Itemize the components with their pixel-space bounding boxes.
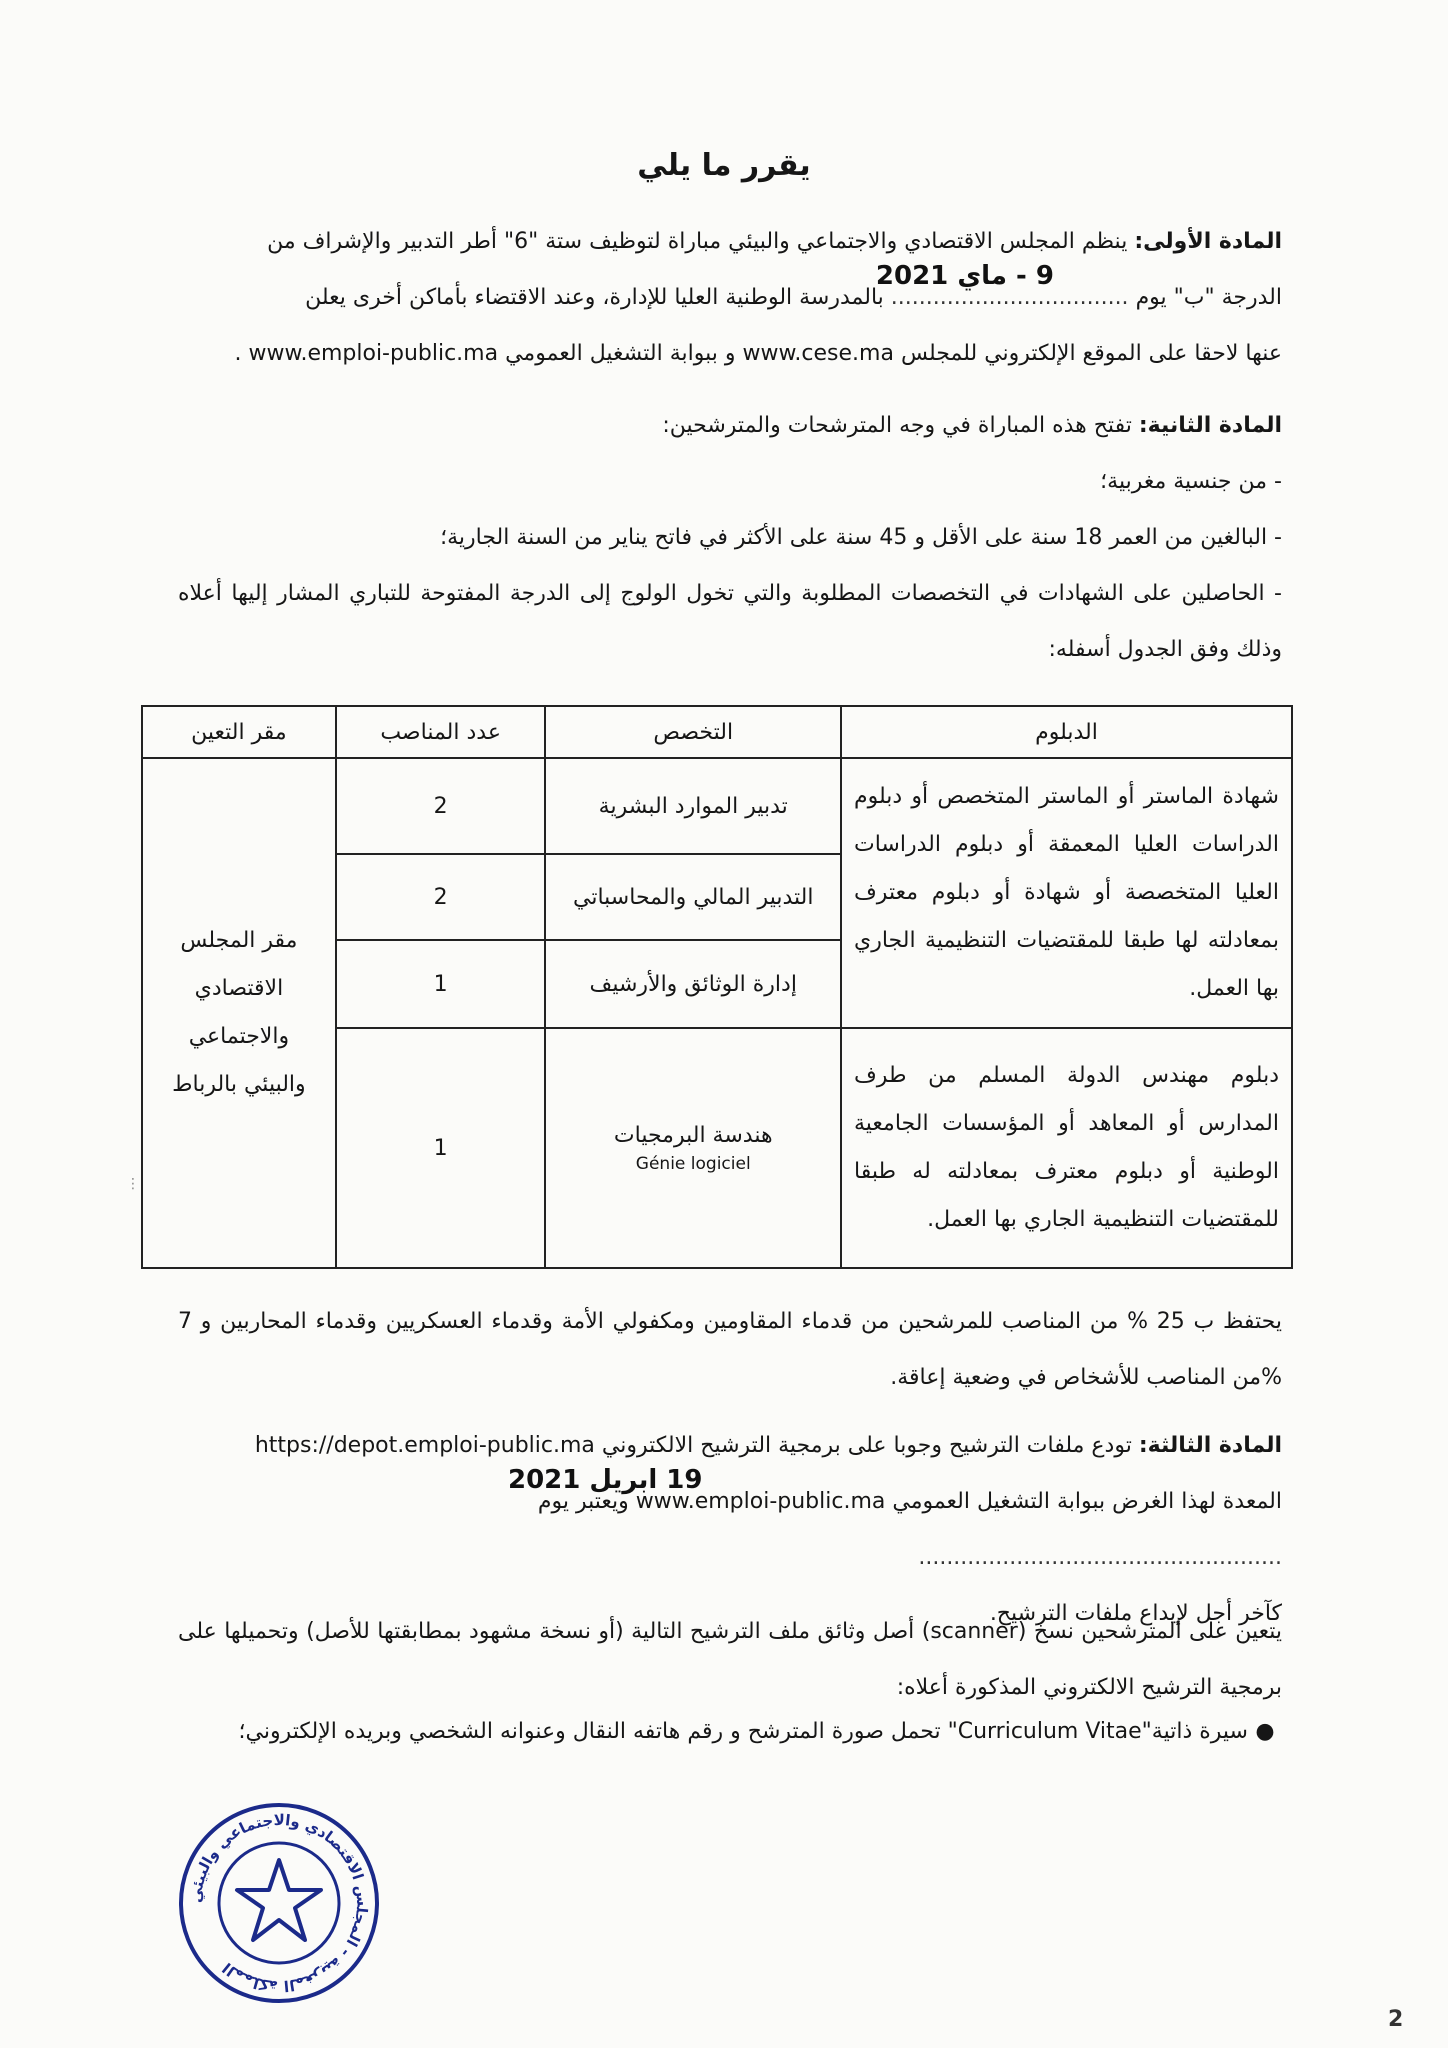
diploma-cell-engineer: دبلوم مهندس الدولة المسلم من طرف المدارس أو المعاهد أو المؤسسات الجامعية الوطنية أو دبلوم معترف بمعادلته له طبقا للمقتضيات التنظيمية الجاري بها العمل.	[841, 1028, 1292, 1268]
bullet-cv	[178, 1704, 1282, 1760]
specialty-fr: Génie logiciel	[635, 1153, 751, 1174]
specialty-ar: هندسة البرمجيات	[613, 1122, 773, 1148]
page-title: يقرر ما يلي	[637, 148, 811, 183]
location-cell: مقر المجلس الاقتصادي والاجتماعي والبيئي بالرباط	[142, 758, 336, 1268]
article-1-date-dots: ..................................	[890, 285, 1129, 310]
positions-table	[141, 705, 1293, 1269]
page-number: 2	[1388, 2007, 1404, 2032]
star-icon	[237, 1860, 321, 1940]
handwritten-date-2: 19 ابريل 2021	[508, 1465, 703, 1495]
bullet-dot-icon: ●	[1255, 1719, 1275, 1744]
article-3-line-3: كآخر أجل لإيداع ملفات الترشيح.	[989, 1601, 1282, 1626]
margin-mark: ⋮	[126, 1176, 140, 1192]
table-header-row	[142, 706, 1292, 758]
article-3-text-2: المعدة لهذا الغرض ببوابة التشغيل العمومي www.emploi-public.ma ويعتبر يوم	[537, 1489, 1282, 1514]
article-2-item-1: - من جنسية مغربية؛	[1100, 469, 1282, 494]
article-2-intro-line	[178, 398, 1282, 454]
seal-text-path: المملكة المغربية - المجلس الاقتصادي والاجتماعي والبيئي	[186, 1810, 372, 1996]
header-count: عدد المناصب	[336, 706, 546, 758]
article-1-heading: المادة الأولى:	[1134, 229, 1282, 254]
article-2	[178, 398, 1282, 678]
article-2-heading: المادة الثانية:	[1138, 413, 1282, 438]
article-1-line-1	[178, 214, 1282, 270]
article-3-heading: المادة الثالثة:	[1138, 1433, 1282, 1458]
specialty-cell: تدبير الموارد البشرية	[545, 758, 841, 854]
article-2-intro: تفتح هذه المباراة في وجه المترشحات والمترشحين:	[662, 413, 1132, 438]
article-1-line-3: عنها لاحقا على الموقع الإلكتروني للمجلس www.cese.ma و ببوابة التشغيل العمومي www.emploi-public.ma .	[234, 341, 1282, 366]
article-2-item-3: - الحاصلين على الشهادات في التخصصات المطلوبة والتي تخول الولوج إلى الدرجة المفتوحة للتباري المشار إليها أعلاه وذلك وفق الجدول أسفله:	[178, 581, 1282, 662]
article-1-line-2	[178, 261, 1282, 326]
specialty-cell	[545, 1028, 841, 1268]
table-row	[142, 758, 1292, 854]
article-1	[178, 214, 1282, 382]
article-1-text-1: ينظم المجلس الاقتصادي والاجتماعي والبيئي مباراة لتوظيف ستة "6" أطر التدبير والإشراف من	[267, 229, 1128, 254]
article-3-date-dots: ....................................................	[918, 1545, 1282, 1570]
article-3-text-1: تودع ملفات الترشيح وجوبا على برمجية الترشيح الالكتروني https://depot.emploi-public.ma	[254, 1433, 1132, 1458]
scan-paragraph: يتعين على المترشحين نسخ (scanner) أصل وثائق ملف الترشيح التالية (أو نسخة مشهود بمطابقتها للأصل) وتحميلها على برمجية الترشيح الالكتروني المذكورة أعلاه:	[178, 1619, 1282, 1700]
diploma-cell-master: شهادة الماستر أو الماستر المتخصص أو دبلوم الدراسات العليا المعمقة أو دبلوم الدراسات العليا المتخصصة أو شهادة أو دبلوم معترف بمعادلته لها طبقا للمقتضيات التنظيمية الجاري بها العمل.	[841, 758, 1292, 1028]
official-seal	[176, 1800, 382, 2006]
count-cell: 2	[336, 854, 546, 940]
header-specialty: التخصص	[545, 706, 841, 758]
count-cell: 1	[336, 940, 546, 1028]
article-1-text-2-end: بالمدرسة الوطنية العليا للإدارة، وعند الاقتضاء بأماكن أخرى يعلن	[305, 285, 884, 310]
specialty-cell: إدارة الوثائق والأرشيف	[545, 940, 841, 1028]
count-cell: 2	[336, 758, 546, 854]
seal-outer-ring	[181, 1805, 377, 2001]
article-3-line-2	[178, 1465, 1282, 1586]
reservation-paragraph: يحتفظ ب 25 % من المناصب للمرشحين من قدماء المقاومين ومكفولي الأمة وقدماء العسكريين وقدماء المحاربين و 7 %من المناصب للأشخاص في وضعية إعاقة.	[178, 1309, 1282, 1390]
article-1-text-2-start: الدرجة "ب" يوم	[1135, 285, 1282, 310]
bullet-text: سيرة ذاتية"Curriculum Vitae" تحمل صورة المترشح و رقم هاتفه النقال وعنوانه الشخصي وبريده الإلكتروني؛	[238, 1719, 1248, 1744]
header-location: مقر التعين	[142, 706, 336, 758]
article-3-line-1	[178, 1418, 1282, 1474]
handwritten-date-1: 9 - ماي 2021	[875, 261, 1054, 291]
header-diploma: الدبلوم	[841, 706, 1292, 758]
seal-text	[187, 1811, 372, 1995]
specialty-cell: التدبير المالي والمحاسباتي	[545, 854, 841, 940]
count-cell: 1	[336, 1028, 546, 1268]
article-2-item-2: - البالغين من العمر 18 سنة على الأقل و 45 سنة على الأكثر في فاتح يناير من السنة الجارية؛	[440, 525, 1282, 550]
